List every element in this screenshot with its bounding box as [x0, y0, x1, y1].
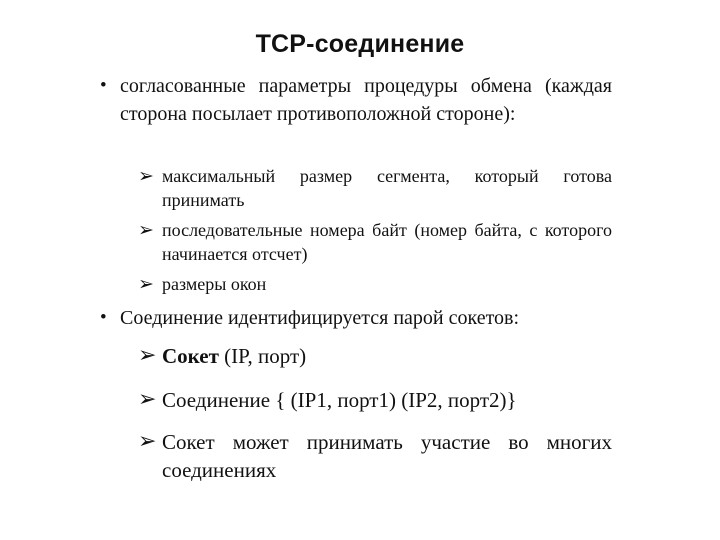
arrow-bullet-icon: ➢	[138, 273, 154, 295]
subitem	[138, 386, 612, 414]
socket-term: Сокет	[162, 344, 219, 368]
subitem	[138, 272, 612, 296]
subitem	[138, 342, 612, 370]
socket-definition: (IP, порт)	[218, 344, 307, 368]
slide-title: TCP-соединение	[255, 30, 465, 58]
subitem	[138, 164, 612, 212]
subitem-text: Соединение { (IP1, порт1) (IP2, порт2)}	[162, 388, 517, 412]
bullet-dot-icon: •	[100, 307, 107, 328]
subitem-text: размеры окон	[162, 274, 267, 294]
bullet-item	[100, 72, 612, 128]
arrow-bullet-icon: ➢	[138, 429, 157, 454]
bullet-text: согласованные параметры процедуры обмена (каждая сторона посылает противоположной стороне):	[120, 75, 612, 125]
subitem-text: максимальный размер сегмента, который готова принимать	[162, 166, 612, 210]
subitem-text: Сокет может принимать участие во многих соединениях	[162, 430, 612, 482]
bullet-item	[100, 304, 612, 332]
subitem	[138, 218, 612, 266]
arrow-bullet-icon: ➢	[138, 219, 154, 241]
subitem	[138, 428, 612, 484]
arrow-bullet-icon: ➢	[138, 165, 154, 187]
subitem-text: последовательные номера байт (номер байта, с которого начинается отсчет)	[162, 220, 612, 264]
arrow-bullet-icon: ➢	[138, 387, 157, 412]
bullet-text: Соединение идентифицируется парой сокетов:	[120, 307, 520, 329]
subitem-text	[162, 342, 612, 370]
bullet-dot-icon: •	[100, 75, 107, 96]
arrow-bullet-icon: ➢	[138, 343, 157, 368]
